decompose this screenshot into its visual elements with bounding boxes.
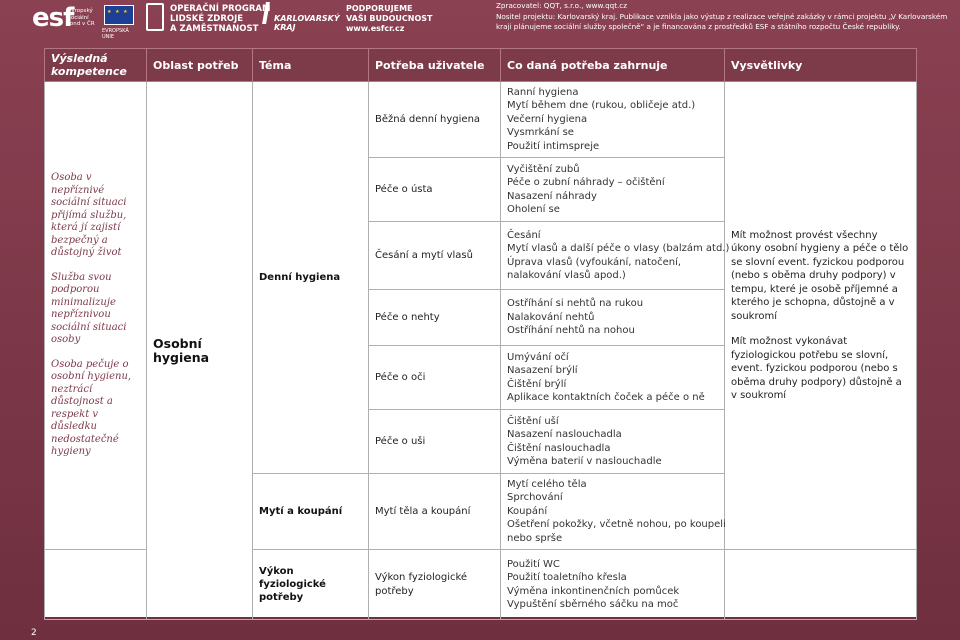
notes-cell-empty [725, 550, 917, 620]
op-program-logo [170, 4, 270, 34]
notes-cell-hygiene [725, 82, 917, 550]
theme-daily-hygiene: Denní hygiena [253, 82, 369, 474]
esf-subtitle-line: fond v ČR [68, 21, 95, 27]
item-line: Koupání [507, 505, 548, 517]
need-cell: Péče o nehty [369, 290, 501, 346]
podpor-line: PODPORUJEME [346, 4, 413, 13]
header-need: Potřeba uživatele [369, 49, 501, 82]
item-line: Ostříhání nehtů na nohou [507, 325, 635, 337]
item-line: Ranní hygiena [507, 86, 579, 98]
items-cell [501, 346, 725, 410]
competence-text: Služba svou podporou minimalizuje nepříznivou sociální situaci osoby [51, 271, 127, 346]
item-line: Nasazení brýlí [507, 365, 578, 376]
need-cell: Mytí těla a koupání [369, 474, 501, 550]
item-line: Úprava vlasů (vyfoukání, natočení, [507, 256, 682, 268]
theme-bathing: Mytí a koupání [253, 474, 369, 550]
items-cell [501, 222, 730, 290]
eu-flag-icon [104, 5, 134, 25]
item-line: Česání [507, 229, 541, 241]
item-line: Výměna baterií v naslouchadle [507, 456, 662, 467]
item-line: Mytí celého těla [507, 478, 587, 490]
need-cell: Péče o ústa [369, 158, 501, 222]
project-info [496, 1, 951, 33]
item-line: Mytí vlasů a další péče o vlasy (balzám atd.) [507, 243, 730, 254]
competence-text: Osoba v nepříznivé sociální situaci přijímá službu, která jí zajistí bezpečný a důstojný život [51, 172, 127, 259]
item-line: Použití WC [507, 558, 560, 570]
header-notes: Vysvětlivky [725, 49, 917, 82]
items-cell [501, 550, 725, 620]
hygiene-table-wrapper [44, 48, 916, 617]
esf-logo [32, 2, 136, 40]
header-area: Oblast potřeb [147, 49, 253, 82]
item-line: nalakování vlasů apod.) [507, 270, 626, 281]
item-line: Vyčištění zubů [507, 163, 580, 175]
header-banner [0, 0, 960, 38]
page-number: 2 [31, 628, 37, 638]
table-header-row [45, 49, 917, 82]
item-line: Vysmrkání se [507, 127, 574, 139]
header-competence: Výsledná kompetence [45, 49, 147, 82]
karlovarsky-kraj-logo [274, 14, 340, 32]
hygiene-needs-table [44, 48, 917, 620]
project-line: kraji plánujeme sociální služby společně“ a je financována z prostředků ESF a státního rozpočtu České republiky. [496, 22, 901, 31]
item-line: Čištění naslouchadla [507, 442, 611, 454]
items-cell [501, 82, 725, 158]
item-line: Výměna inkontinenčních pomůcek [507, 585, 680, 597]
item-line: Čištění brýlí [507, 378, 567, 390]
competence-cell-empty [45, 550, 147, 620]
kraj-line: KRAJ [274, 23, 296, 32]
item-line: Péče o zubní náhrady – očištění [507, 177, 665, 188]
item-line: Nasazení náhrady [507, 190, 597, 202]
theme-physiological: Výkon fyziologické potřeby [253, 550, 369, 620]
table-row [45, 82, 917, 158]
competence-cell [45, 82, 147, 550]
item-line: Nasazení naslouchadla [507, 429, 622, 440]
kraj-line: KARLOVARSKÝ [274, 14, 340, 23]
project-line: Zpracovatel: QQT, s.r.o., www.qqt.cz [496, 1, 628, 10]
item-line: Večerní hygiena [507, 113, 588, 125]
op-line: OPERAČNÍ PROGRAM [170, 4, 271, 14]
item-line: Sprchování [507, 492, 563, 504]
need-cell: Péče o oči [369, 346, 501, 410]
items-cell [501, 410, 725, 474]
op-line: A ZAMĚSTNANOST [170, 24, 259, 34]
podpor-line: VAŠI BUDOUCNOST [346, 14, 433, 23]
items-cell [501, 474, 725, 550]
note-text: Mít možnost provést všechny úkony osobní hygieny a péče o tělo se slovní event. fyzickou podporou (nebo s oběma druhy podpory) v tempu, které je osobě příjemné a kterého je schopna, důstojně a v soukromí [731, 229, 909, 322]
need-cell: Česání a mytí vlasů [369, 222, 501, 290]
items-cell [501, 290, 725, 346]
competence-text: Osoba pečuje o osobní hygienu, neztrácí důstojnost a respekt v důsledku nedostatečné hygieny [51, 358, 132, 458]
item-line: Vypuštění sběrného sáčku na moč [507, 599, 679, 610]
item-line: Mytí během dne (rukou, obličeje atd.) [507, 100, 696, 112]
op-line: LIDSKÉ ZDROJE [170, 14, 244, 24]
area-cell: Osobní hygiena [147, 82, 253, 620]
esf-logo-text: esf [32, 3, 74, 33]
item-line: Použití intimspreje [507, 140, 600, 152]
note-text: Mít možnost vykonávat fyziologickou potřebu se slovní, event. fyzickou podporou (nebo s oběma druhy podpory) důstojně a v soukromí [731, 336, 902, 401]
need-cell: Běžná denní hygiena [369, 82, 501, 158]
item-line: nebo sprše [507, 532, 563, 544]
eu-label: EVROPSKÁ UNIE [102, 28, 129, 40]
header-includes: Co daná potřeba zahrnuje [501, 49, 725, 82]
esf-subtitle-line: sociální [68, 14, 89, 21]
item-line: Čištění uší [507, 415, 559, 427]
item-line: Nalakování nehtů [507, 311, 595, 323]
op-logo-icon [146, 3, 164, 31]
project-line: Nositel projektu: Karlovarský kraj. Publikace vznikla jako výstup z realizace veřejné zakázky v rámci projektu „V Karlovarském [496, 11, 948, 21]
need-cell: Výkon fyziologické potřeby [369, 550, 501, 620]
need-cell: Péče o uši [369, 410, 501, 474]
item-line: Umývání očí [507, 351, 569, 363]
header-theme: Téma [253, 49, 369, 82]
item-line: Oholení se [507, 204, 560, 215]
item-line: Ošetření pokožky, včetně nohou, po koupeli [507, 519, 726, 531]
esf-logo-subtitle [68, 8, 95, 28]
esf-subtitle-line: evropský [68, 8, 93, 14]
item-line: Aplikace kontaktních čoček a péče o ně [507, 392, 705, 403]
podporujeme-logo [346, 4, 432, 34]
esf-website-link: www.esfcr.cz [346, 24, 405, 33]
item-line: Použití toaletního křesla [507, 572, 627, 583]
items-cell [501, 158, 725, 222]
item-line: Ostříhání si nehtů na rukou [507, 298, 644, 310]
